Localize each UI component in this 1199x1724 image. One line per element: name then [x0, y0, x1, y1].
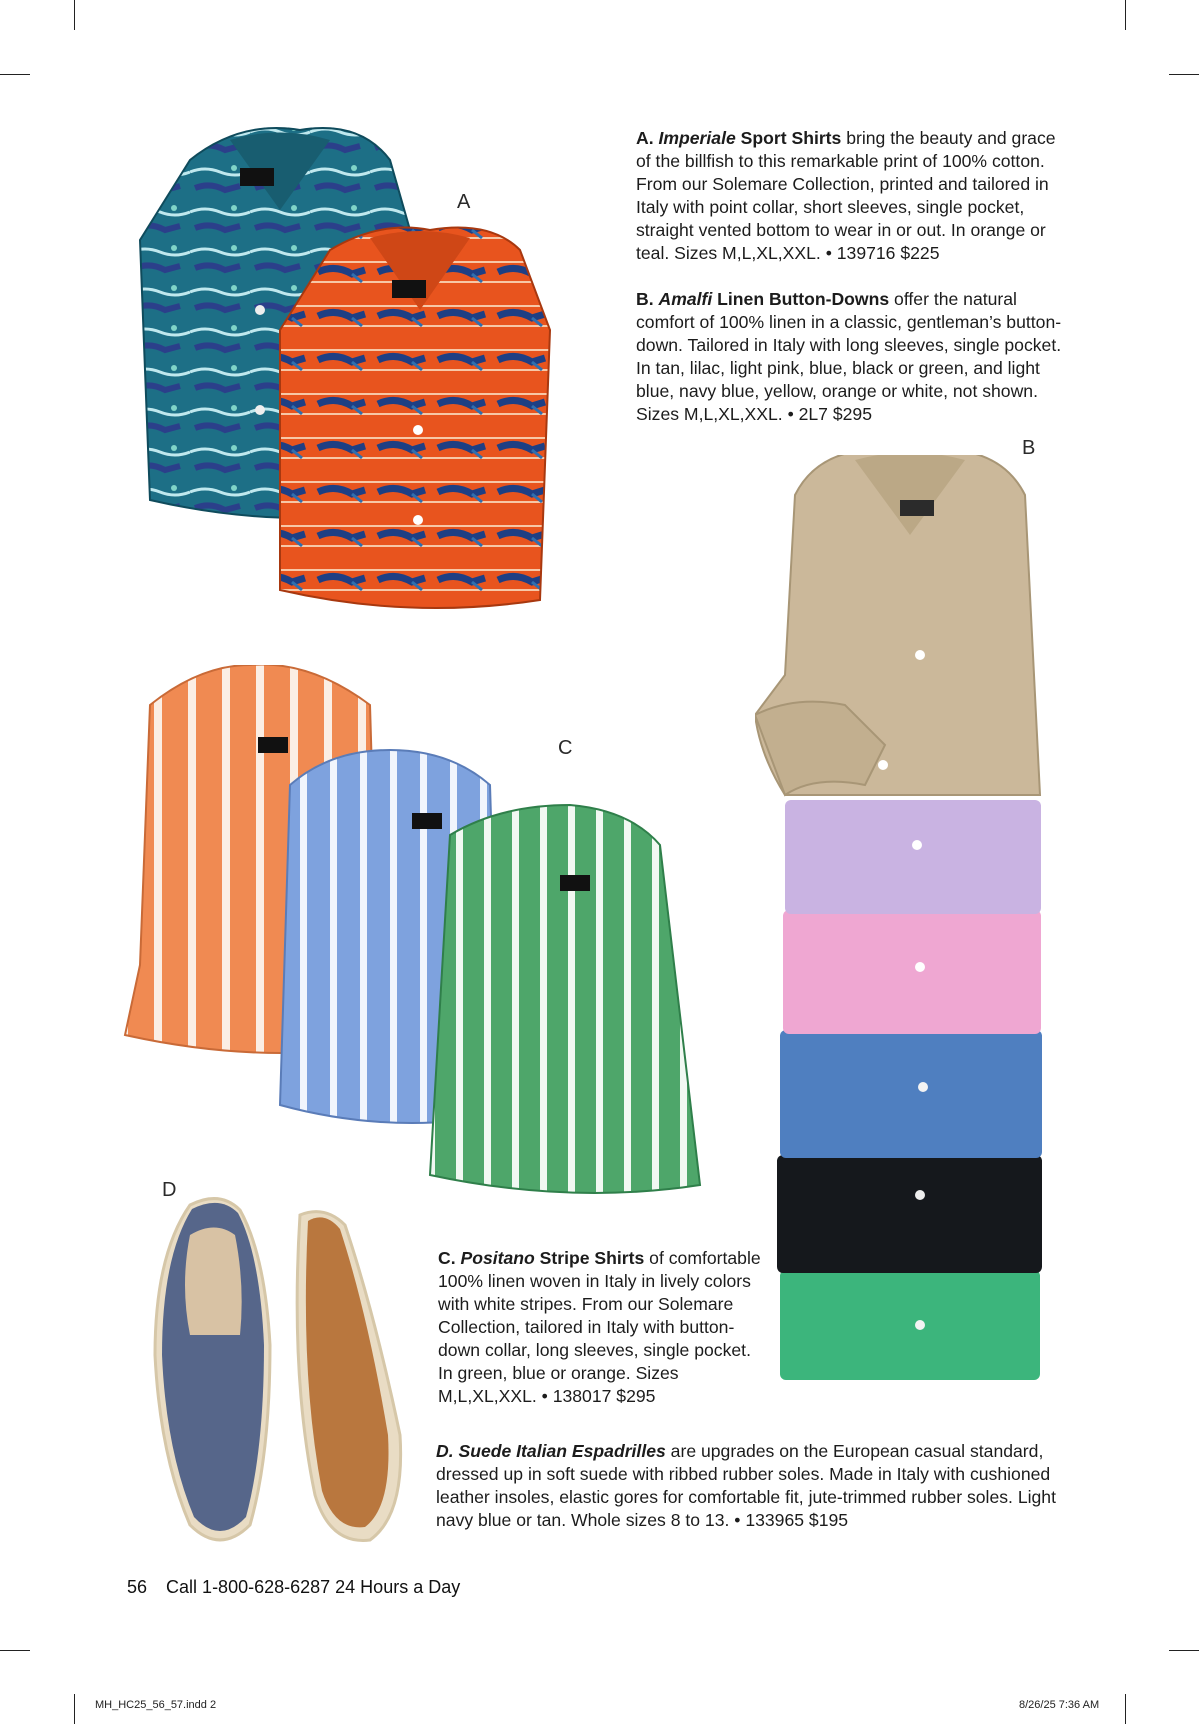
- product-b-title: B. Amalfi Linen Button-Downs: [636, 289, 890, 309]
- crop-mark: [74, 0, 75, 30]
- crop-mark: [74, 1694, 75, 1724]
- product-b-description: [636, 288, 1074, 426]
- product-a-title: A. Imperiale Sport Shirts: [636, 128, 842, 148]
- product-letter-b: B: [1022, 437, 1036, 459]
- linen-shirts-stack-image: [755, 455, 1065, 1385]
- product-d-body: are upgrades on the European casual standard, dressed up in soft suede with ribbed rubber soles. Made in Italy with cushioned leather insoles, elastic gores for comfortable fit, jute-trimmed rubber soles. Light navy blue or tan. Whole sizes 8 to 13. • 133965 $195: [436, 1441, 1056, 1530]
- product-c-title: C. Positano Stripe Shirts: [438, 1248, 645, 1268]
- crop-mark: [1125, 0, 1126, 30]
- phone-call-line: Call 1-800-628-6287 24 Hours a Day: [166, 1577, 461, 1597]
- product-letter-c: C: [558, 737, 573, 759]
- product-c-description: [438, 1247, 764, 1408]
- product-letter-a: A: [457, 191, 471, 213]
- product-letter-d: D: [162, 1179, 177, 1201]
- slug-file-name: MH_HC25_56_57.indd 2: [95, 1699, 217, 1711]
- product-d-description: [436, 1440, 1076, 1532]
- stripe-shirts-image: [120, 665, 710, 1205]
- product-c-body: of comfortable 100% linen woven in Italy in lively colors with white stripes. From our Solemare Collection, tailored in Italy with button-down collar, long sleeves, single pocket. In green, blue or orange. Sizes M,L,XL,XXL. • 138017 $295: [438, 1248, 761, 1406]
- crop-mark: [0, 1650, 30, 1651]
- slug-timestamp: 8/26/25 7:36 AM: [1019, 1699, 1100, 1711]
- product-a-description: [636, 127, 1066, 265]
- page-number: 56: [127, 1577, 148, 1597]
- crop-mark: [1169, 1650, 1199, 1651]
- crop-mark: [0, 74, 30, 75]
- product-a-body: bring the beauty and grace of the billfish to this remarkable print of 100% cotton. From our Solemare Collection, printed and tailored in Italy with point collar, short sleeves, single pocket, straight vented bottom to wear in or out. In orange or teal. Sizes M,L,XL,XXL. • 139716 $225: [636, 128, 1056, 263]
- product-d-title: D. Suede Italian Espadrilles: [436, 1441, 666, 1461]
- product-b-body: offer the natural comfort of 100% linen in a classic, gentleman’s button-down. Tailored in Italy with long sleeves, single pocket. In tan, lilac, light pink, blue, black or green, and light blue, navy blue, yellow, orange or white, not shown. Sizes M,L,XL,XXL. • 2L7 $295: [636, 289, 1062, 424]
- page-footer: [127, 1577, 460, 1598]
- espadrilles-image: [150, 1195, 410, 1555]
- crop-mark: [1125, 1694, 1126, 1724]
- sport-shirts-image: [130, 120, 620, 670]
- crop-mark: [1169, 74, 1199, 75]
